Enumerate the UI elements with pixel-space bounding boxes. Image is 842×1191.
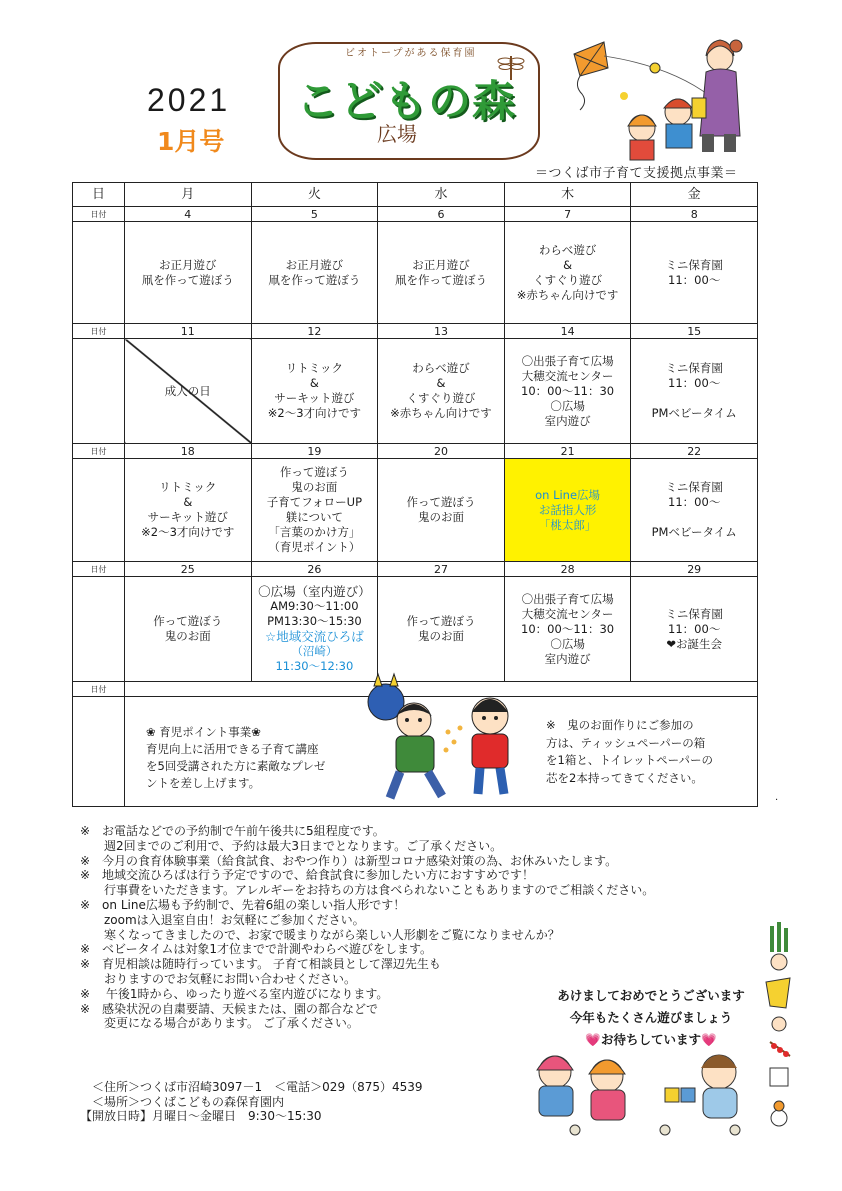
weekday-header-row: [73, 183, 758, 207]
date-cell: 13: [378, 324, 505, 339]
date-label: 日付: [73, 207, 125, 222]
weekday-header: 月: [125, 183, 252, 207]
kite-family-illustration: [560, 36, 760, 166]
event-cell: ミニ保育園 11：00～ PMベビータイム: [631, 459, 758, 562]
note-line: 寒くなってきましたので、お家で暖まりながら楽しい人形劇をご覧になりませんか？: [80, 927, 560, 942]
weekday-header: 水: [378, 183, 505, 207]
logo-subtitle: 広場: [377, 122, 417, 146]
note-line: おりますのでお気軽にお問い合わせください。: [80, 971, 357, 986]
note-line: ※ 感染状況の自粛要請、天候または、園の都合などで: [80, 1001, 379, 1016]
date-cell: 15: [631, 324, 758, 339]
event-row: [73, 339, 758, 444]
weekday-header: 金: [631, 183, 758, 207]
holiday-cell: 成人の日: [125, 339, 252, 444]
date-cell: 20: [378, 444, 505, 459]
note-line: ※ 今月の食育体験事業（給食試食、おやつ作り）は新型コロナ感染対策の為、お休みいたします。: [80, 853, 618, 868]
date-cell: 25: [125, 562, 252, 577]
decorative-dot: ·: [775, 795, 779, 806]
greeting-line: あけましておめでとうございます: [557, 988, 745, 1003]
event-row: [73, 459, 758, 562]
sunday-cell: [73, 577, 125, 682]
event-cell: わらべ遊び & くすぐり遊び ※赤ちゃん向けです: [504, 222, 631, 324]
date-label: 日付: [73, 682, 125, 697]
weekday-header: 日: [73, 183, 125, 207]
sunday-cell: [73, 697, 125, 807]
sunday-cell: [73, 459, 125, 562]
sunday-cell: [73, 339, 125, 444]
date-cell: 21: [504, 444, 631, 459]
event-cell: リトミック & サーキット遊び ※2～3才向けです: [251, 339, 378, 444]
event-cell: ミニ保育園 11：00～ PMベビータイム: [631, 339, 758, 444]
note-line: 週2回までのご利用で、予約は最大3日までとなります。ご了承ください。: [80, 838, 503, 853]
note-line: 行事費をいただきます。アレルギーをお持ちの方は食べられないこともありますのでご相談ください。: [80, 883, 655, 898]
event-cell: お正月遊び 凧を作って遊ぼう: [251, 222, 378, 324]
date-cell: 4: [125, 207, 252, 222]
event-row: [73, 222, 758, 324]
event-cell: ミニ保育園 11：00～ ❤お誕生会: [631, 577, 758, 682]
note-line: ※ お電話などでの予約制で午前午後共に5組程度です。: [80, 824, 385, 838]
logo-tagline: ビオトープがある保育園: [345, 48, 477, 59]
event-cell: わらべ遊び & くすぐり遊び ※赤ちゃん向けです: [378, 339, 505, 444]
date-cell: 27: [378, 562, 505, 577]
date-cell: 19: [251, 444, 378, 459]
hours-line: 【開放日時】月曜日～金曜日 9:30～15:30: [80, 1109, 322, 1123]
dragonfly-icon: [496, 52, 526, 82]
date-cell: 18: [125, 444, 252, 459]
event-cell: 作って遊ぼう 鬼のお面 子育てフォローUP 躾について 「言葉のかけ方」 （育児ポイント）: [251, 459, 378, 562]
date-cell: 6: [378, 207, 505, 222]
logo-title: こどもの森: [296, 77, 516, 127]
year: 2021: [147, 82, 231, 118]
note-line: 変更になる場合があります。 ご了承ください。: [80, 1016, 359, 1031]
date-cell: 29: [631, 562, 758, 577]
event-cell: 作って遊ぼう 鬼のお面: [125, 577, 252, 682]
winter-children-illustration: [515, 1042, 765, 1137]
date-cell: 8: [631, 207, 758, 222]
date-cell: 26: [251, 562, 378, 577]
greeting-line: 今年もたくさん遊びましょう: [569, 1010, 733, 1025]
date-row: [73, 444, 758, 459]
oni-children-illustration: [350, 676, 540, 806]
event-cell: リトミック & サーキット遊び ※2～3才向けです: [125, 459, 252, 562]
address-block: [80, 1080, 423, 1124]
date-cell: 12: [251, 324, 378, 339]
sunday-cell: [73, 222, 125, 324]
weekday-header: 木: [504, 183, 631, 207]
event-cell: 作って遊ぼう 鬼のお面: [378, 459, 505, 562]
event-row: [73, 577, 758, 682]
mask-making-note: ※ 鬼のお面作りにご参加の 方は、ティッシュペーパーの箱 を1箱と、トイレットペーパーの 芯を2本持ってきてください。: [546, 718, 714, 785]
parenting-points-info: ❀ 育児ポイント事業❀ 育児向上に活用できる子育て講座 を5回受講された方に素敵なプレゼ ントを差し上げます。: [146, 725, 326, 790]
event-cell: 〇出張子育て広場 大穂交流センター 10：00～11：30 〇広場 室内遊び: [504, 577, 631, 682]
greeting-line: 💗お待ちしています💗: [585, 1032, 717, 1047]
date-cell: 5: [251, 207, 378, 222]
event-cell: 〇出張子育て広場 大穂交流センター 10：00～11：30 〇広場 室内遊び: [504, 339, 631, 444]
date-label: 日付: [73, 562, 125, 577]
date-cell: 11: [125, 324, 252, 339]
date-cell: 14: [504, 324, 631, 339]
note-line: ※ ベビータイムは対象1才位までで計測やわらべ遊びをします。: [80, 942, 433, 957]
date-cell: 7: [504, 207, 631, 222]
event-cell: ミニ保育園 11：00～: [631, 222, 758, 324]
date-cell: 22: [631, 444, 758, 459]
date-label: 日付: [73, 324, 125, 339]
online-event-cell: on Line広場 お話指人形 「桃太郎」: [504, 459, 631, 562]
date-label: 日付: [73, 444, 125, 459]
event-cell: お正月遊び 凧を作って遊ぼう: [378, 222, 505, 324]
location-line: ＜場所＞つくばこどもの森保育園内: [80, 1094, 285, 1109]
event-cell: 〇広場（室内遊び） AM9:30～11:00 PM13:30～15:30 ☆地域交流ひろば （沼崎） 11:30～12:30: [251, 577, 378, 682]
event-cell: 作って遊ぼう 鬼のお面: [378, 577, 505, 682]
date-cell: 28: [504, 562, 631, 577]
date-row: [73, 207, 758, 222]
note-line: ※ 午後1時から、ゆったり遊べる室内遊びになります。: [80, 986, 389, 1001]
program-label: ＝つくば市子育て支援拠点事業＝: [535, 166, 738, 181]
address-line: ＜住所＞つくば市沼崎3097－1 ＜電話＞029（875）4539: [80, 1080, 423, 1094]
date-row: [73, 562, 758, 577]
note-line: zoomは入退室自由！お気軽にご参加ください。: [80, 912, 365, 927]
note-line: ※ 地域交流ひろばは行う予定ですので、給食試食に参加したい方におすすめです！: [80, 868, 534, 883]
note-line: ※ 育児相談は随時行っています。 子育て相談員として澤辺先生も: [80, 957, 441, 972]
note-line: ※ on Line広場も予約制で、先着6組の楽しい指人形です！: [80, 897, 406, 912]
date-row: [73, 324, 758, 339]
weekday-header: 火: [251, 183, 378, 207]
issue-label: 1月号: [157, 127, 225, 156]
event-cell: お正月遊び 凧を作って遊ぼう: [125, 222, 252, 324]
